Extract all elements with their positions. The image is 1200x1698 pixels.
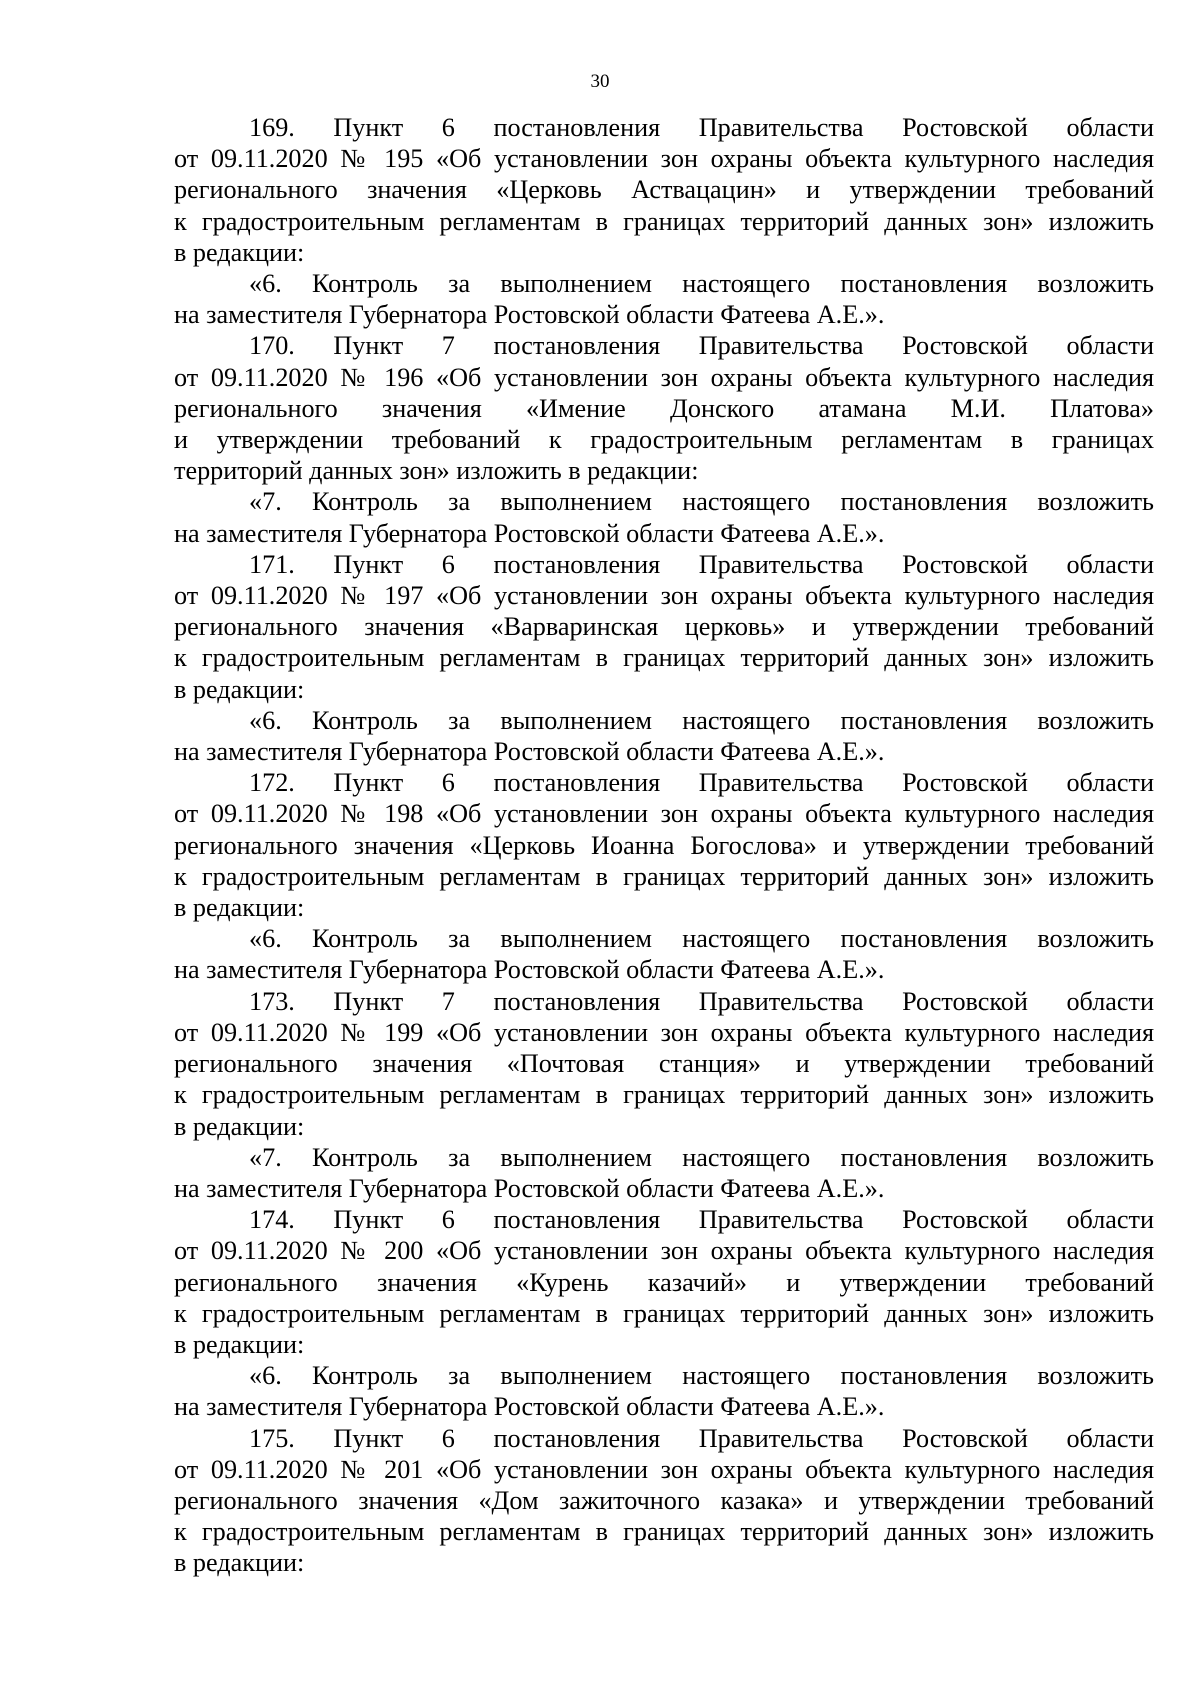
text-line: на заместителя Губернатора Ростовской области Фатеева А.Е.». xyxy=(174,737,885,767)
text-line: от 09.11.2020 № 199 «Об установлении зон охраны объекта культурного наследия xyxy=(174,1017,1154,1047)
text-line: к градостроительным регламентам в границах территорий данных зон» изложить xyxy=(174,861,1154,891)
text-line: к градостроительным регламентам в границах территорий данных зон» изложить xyxy=(174,643,1154,673)
paragraph xyxy=(174,923,1154,985)
text-line: «7. Контроль за выполнением настоящего постановления возложить xyxy=(249,487,1154,517)
text-line: территорий данных зон» изложить в редакции: xyxy=(174,456,699,486)
text-line: «6. Контроль за выполнением настоящего постановления возложить xyxy=(249,705,1154,735)
text-line: на заместителя Губернатора Ростовской области Фатеева А.Е.». xyxy=(174,955,885,985)
text-line: регионального значения «Церковь Аствацацин» и утверждении требований xyxy=(174,175,1154,205)
text-line: регионального значения «Имение Донского атамана М.И. Платова» xyxy=(174,393,1154,423)
text-line: на заместителя Губернатора Ростовской области Фатеева А.Е.». xyxy=(174,1392,885,1422)
text-line: 171. Пункт 6 постановления Правительства Ростовской области xyxy=(249,549,1154,579)
paragraph xyxy=(174,1360,1154,1422)
text-line: 172. Пункт 6 постановления Правительства Ростовской области xyxy=(249,768,1154,798)
paragraph xyxy=(174,1204,1154,1360)
text-line: от 09.11.2020 № 195 «Об установлении зон охраны объекта культурного наследия xyxy=(174,144,1154,174)
paragraph xyxy=(174,486,1154,548)
document-body xyxy=(174,112,1154,1579)
paragraph xyxy=(174,986,1154,1142)
text-line: регионального значения «Церковь Иоанна Богослова» и утверждении требований xyxy=(174,830,1154,860)
text-line: от 09.11.2020 № 198 «Об установлении зон охраны объекта культурного наследия xyxy=(174,799,1154,829)
text-line: регионального значения «Курень казачий» и утверждении требований xyxy=(174,1267,1154,1297)
text-line: к градостроительным регламентам в границах территорий данных зон» изложить xyxy=(174,1517,1154,1547)
text-line: «6. Контроль за выполнением настоящего постановления возложить xyxy=(249,1361,1154,1391)
text-line: на заместителя Губернатора Ростовской области Фатеева А.Е.». xyxy=(174,300,885,330)
text-line: в редакции: xyxy=(174,893,305,923)
text-line: 174. Пункт 6 постановления Правительства Ростовской области xyxy=(249,1205,1154,1235)
text-line: 170. Пункт 7 постановления Правительства Ростовской области xyxy=(249,331,1154,361)
paragraph xyxy=(174,767,1154,923)
text-line: к градостроительным регламентам в границах территорий данных зон» изложить xyxy=(174,1298,1154,1328)
paragraph xyxy=(174,705,1154,767)
text-line: от 09.11.2020 № 200 «Об установлении зон охраны объекта культурного наследия xyxy=(174,1236,1154,1266)
text-line: к градостроительным регламентам в границах территорий данных зон» изложить xyxy=(174,206,1154,236)
paragraph xyxy=(174,549,1154,705)
text-line: «6. Контроль за выполнением настоящего постановления возложить xyxy=(249,924,1154,954)
text-line: от 09.11.2020 № 201 «Об установлении зон охраны объекта культурного наследия xyxy=(174,1454,1154,1484)
text-line: «6. Контроль за выполнением настоящего постановления возложить xyxy=(249,269,1154,299)
paragraph xyxy=(174,1142,1154,1204)
text-line: регионального значения «Почтовая станция» и утверждении требований xyxy=(174,1049,1154,1079)
text-line: 175. Пункт 6 постановления Правительства Ростовской области xyxy=(249,1423,1154,1453)
text-line: 169. Пункт 6 постановления Правительства Ростовской области xyxy=(249,113,1154,142)
text-line: «7. Контроль за выполнением настоящего постановления возложить xyxy=(249,1142,1154,1172)
text-line: от 09.11.2020 № 196 «Об установлении зон охраны объекта культурного наследия xyxy=(174,362,1154,392)
text-line: от 09.11.2020 № 197 «Об установлении зон охраны объекта культурного наследия xyxy=(174,581,1154,611)
text-line: в редакции: xyxy=(174,1329,305,1359)
text-line: в редакции: xyxy=(174,1111,305,1141)
text-line: регионального значения «Дом зажиточного казака» и утверждении требований xyxy=(174,1485,1154,1515)
text-line: регионального значения «Варваринская церковь» и утверждении требований xyxy=(174,612,1154,642)
text-line: к градостроительным регламентам в границах территорий данных зон» изложить xyxy=(174,1080,1154,1110)
text-line: в редакции: xyxy=(174,674,305,704)
text-line: 173. Пункт 7 постановления Правительства Ростовской области xyxy=(249,986,1154,1016)
text-line: на заместителя Губернатора Ростовской области Фатеева А.Е.». xyxy=(174,518,885,548)
text-line: в редакции: xyxy=(174,1548,305,1578)
paragraph xyxy=(174,112,1154,268)
paragraph xyxy=(174,268,1154,330)
text-line: на заместителя Губернатора Ростовской области Фатеева А.Е.». xyxy=(174,1173,885,1203)
text-line: и утверждении требований к градостроительным регламентам в границах xyxy=(174,425,1154,455)
text-line: в редакции: xyxy=(174,237,305,267)
page-number: 30 xyxy=(590,71,610,92)
paragraph xyxy=(174,1423,1154,1579)
paragraph xyxy=(174,330,1154,486)
